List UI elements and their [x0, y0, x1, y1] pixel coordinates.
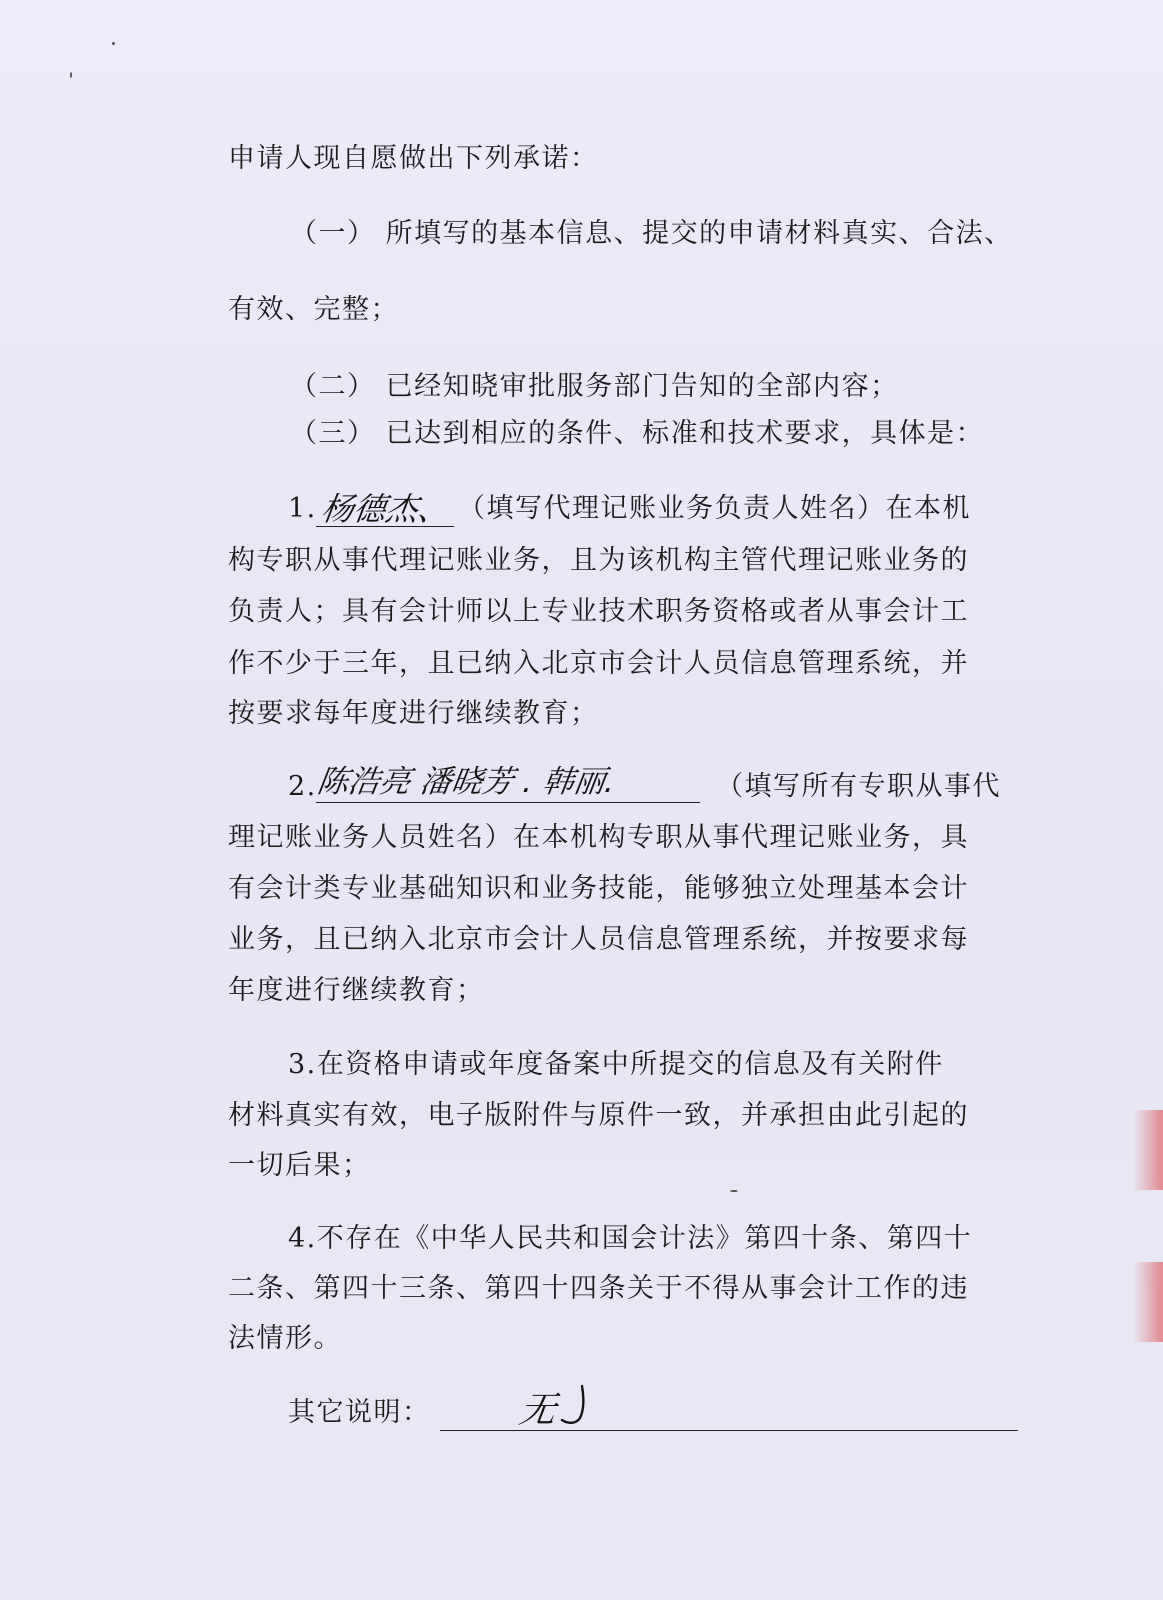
- paragraph-2-line: 有会计类专业基础知识和业务技能，能够独立处理基本会计: [228, 873, 969, 904]
- handwritten-stroke: [560, 1382, 600, 1426]
- paragraph-1-instruction: （填写代理记账业务负责人姓名）在本机: [458, 493, 971, 524]
- paragraph-1-line: 作不少于三年，且已纳入北京市会计人员信息管理系统，并: [228, 648, 969, 679]
- paragraph-4-first-line: 4.不存在《中华人民共和国会计法》第四十条、第四十: [288, 1223, 973, 1254]
- paragraph-3-line: 材料真实有效，电子版附件与原件一致，并承担由此引起的: [228, 1100, 969, 1131]
- scan-speck: [70, 72, 72, 78]
- paragraph-3-first-line: 3.在资格申请或年度备案中所提交的信息及有关附件: [288, 1049, 944, 1080]
- scan-speck: [112, 42, 115, 45]
- paragraph-2-line: 年度进行继续教育；: [228, 975, 485, 1006]
- staff-names-underline: [316, 802, 700, 803]
- paragraph-1-line: 负责人；具有会计师以上专业技术职务资格或者从事会计工: [228, 596, 969, 627]
- paragraph-2-number: 2.: [288, 771, 317, 802]
- paragraph-4-line: 二条、第四十三条、第四十四条关于不得从事会计工作的违: [228, 1273, 969, 1304]
- commitment-2: （二） 已经知晓审批服务部门告知的全部内容；: [290, 371, 899, 402]
- paragraph-2-line: 业务，且已纳入北京市会计人员信息管理系统，并按要求每: [228, 924, 969, 955]
- stamp-edge-mark: [1133, 1262, 1163, 1342]
- paragraph-1-number: 1.: [288, 493, 317, 524]
- paragraph-1-line: 按要求每年度进行继续教育；: [228, 698, 599, 729]
- handwritten-responsible-person-name: 杨德杰、: [319, 490, 453, 528]
- scan-speck: [730, 1190, 738, 1192]
- commitment-1-line-1: （一） 所填写的基本信息、提交的申请材料真实、合法、: [290, 218, 1013, 249]
- other-notes-label: 其它说明：: [288, 1397, 431, 1428]
- paragraph-3-line: 一切后果；: [228, 1150, 371, 1181]
- commitment-1-line-2: 有效、完整；: [228, 294, 399, 325]
- paragraph-2-line: 理记账业务人员姓名）在本机构专职从事代理记账业务，具: [228, 822, 969, 853]
- commitment-3: （三） 已达到相应的条件、标准和技术要求，具体是：: [290, 418, 985, 449]
- other-notes-underline: [440, 1430, 1018, 1431]
- responsible-person-underline: [316, 526, 454, 527]
- handwritten-other-notes-value: 无: [516, 1390, 559, 1431]
- paragraph-1-line: 构专职从事代理记账业务，且为该机构主管代理记账业务的: [228, 545, 969, 576]
- paragraph-4-line: 法情形。: [228, 1323, 342, 1354]
- paragraph-2-instruction: （填写所有专职从事代: [716, 771, 1001, 802]
- handwritten-staff-names: 陈浩亮 潘晓芳 . 韩丽.: [314, 764, 618, 800]
- intro-text: 申请人现自愿做出下列承诺：: [228, 143, 599, 174]
- stamp-edge-mark: [1133, 1110, 1163, 1190]
